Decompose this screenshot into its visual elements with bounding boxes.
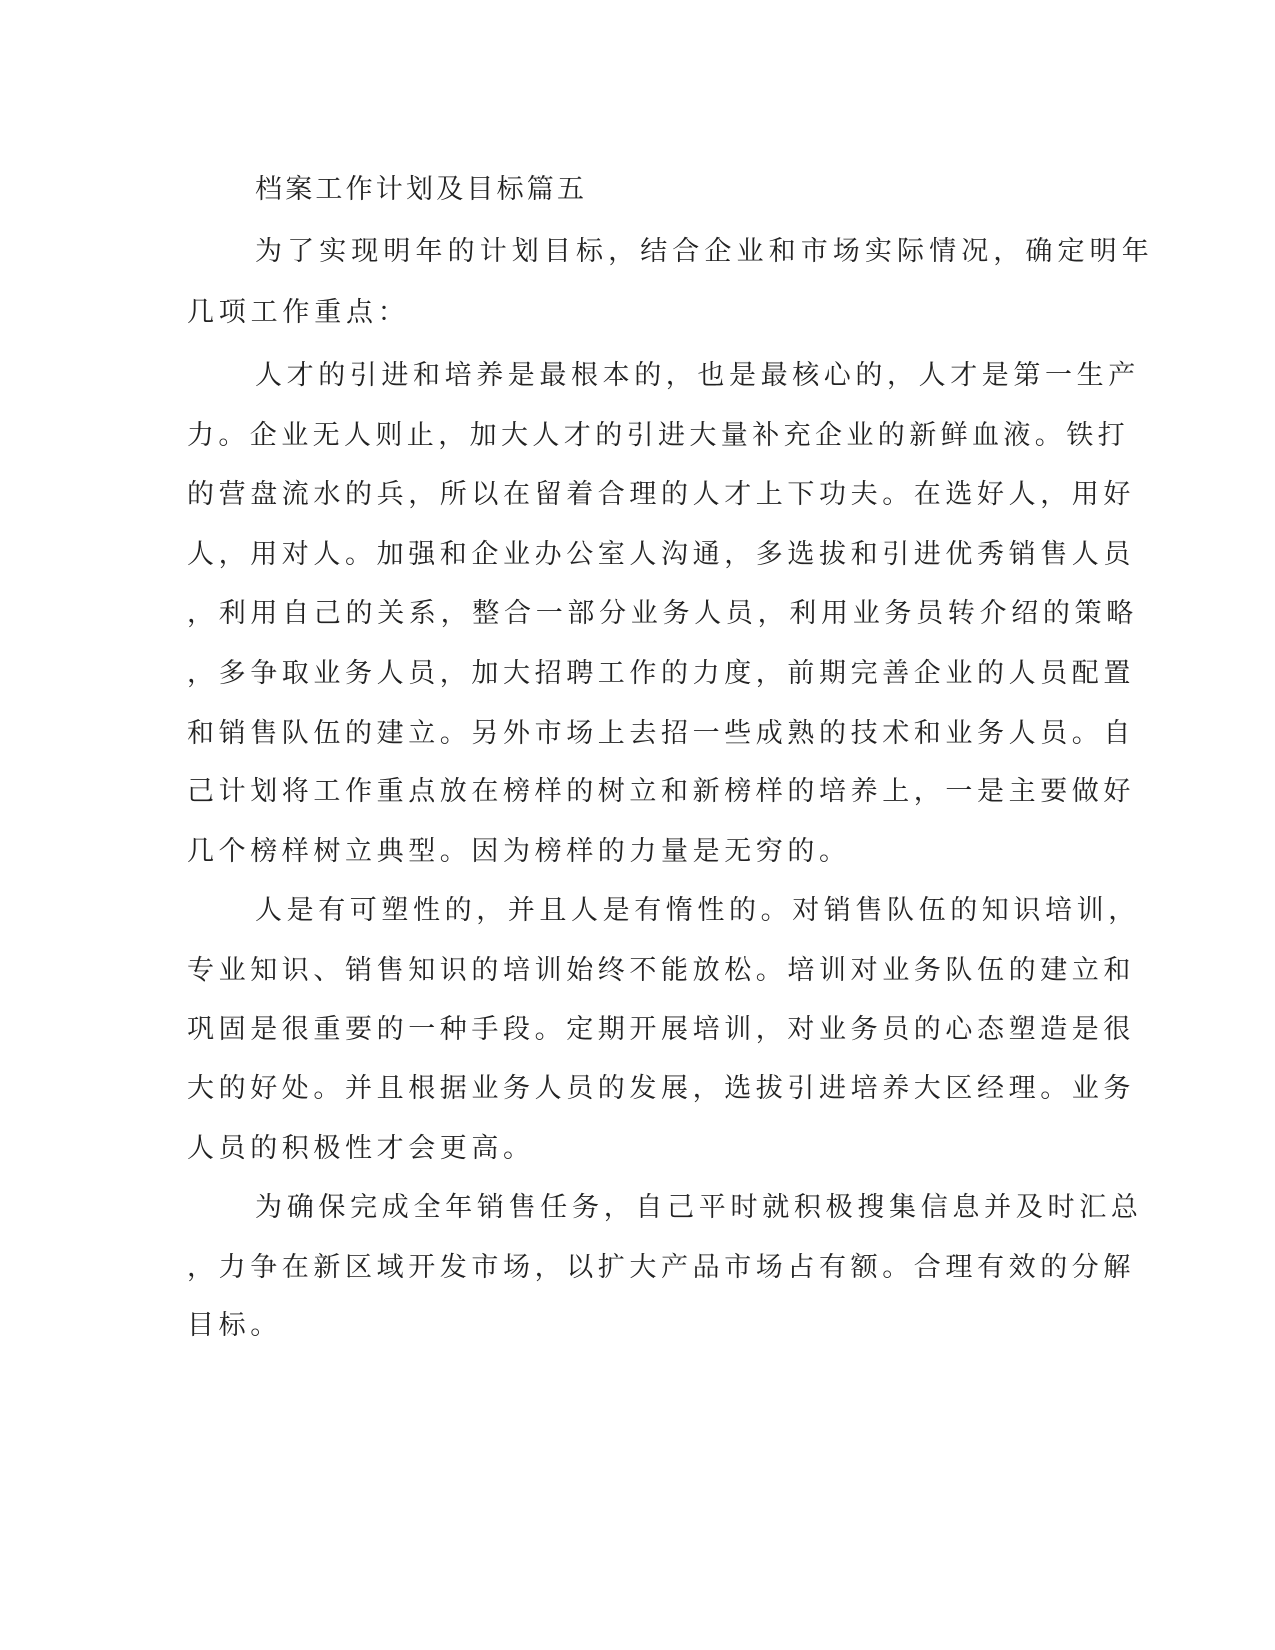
text-line: ，多争取业务人员，加大招聘工作的力度，前期完善企业的人员配置 (187, 658, 1135, 689)
text-line: 大的好处。并且根据业务人员的发展，选拔引进培养大区经理。业务 (187, 1073, 1135, 1104)
document-title: 档案工作计划及目标篇五 (255, 174, 588, 205)
text-line: 和销售队伍的建立。另外市场上去招一些成熟的技术和业务人员。自 (187, 718, 1135, 749)
text-line: 为确保完成全年销售任务，自己平时就积极搜集信息并及时汇总 (255, 1192, 1143, 1223)
text-line: 目标。 (187, 1310, 282, 1341)
text-line: 巩固是很重要的一种手段。定期开展培训，对业务员的心态塑造是很 (187, 1014, 1135, 1045)
text-line: 己计划将工作重点放在榜样的树立和新榜样的培养上，一是主要做好 (187, 776, 1135, 807)
text-line: 人，用对人。加强和企业办公室人沟通，多选拔和引进优秀销售人员 (187, 539, 1135, 570)
text-line: 人才的引进和培养是最根本的，也是最核心的，人才是第一生产 (255, 360, 1140, 391)
text-line: 的营盘流水的兵，所以在留着合理的人才上下功夫。在选好人，用好 (187, 479, 1135, 510)
text-line: 人员的积极性才会更高。 (187, 1133, 535, 1164)
text-line: 人是有可塑性的，并且人是有惰性的。对销售队伍的知识培训， (255, 895, 1140, 926)
text-line: 力。企业无人则止，加大人才的引进大量补充企业的新鲜血液。铁打 (187, 420, 1129, 451)
text-line: 几个榜样树立典型。因为榜样的力量是无穷的。 (187, 836, 851, 867)
text-line: ，利用自己的关系，整合一部分业务人员，利用业务员转介绍的策略 (187, 598, 1138, 629)
text-line: 几项工作重点： (187, 297, 410, 328)
text-line: 专业知识、销售知识的培训始终不能放松。培训对业务队伍的建立和 (187, 955, 1135, 986)
text-line: 为了实现明年的计划目标，结合企业和市场实际情况，确定明年 (255, 236, 1154, 267)
text-line: ，力争在新区域开发市场，以扩大产品市场占有额。合理有效的分解 (187, 1252, 1135, 1283)
